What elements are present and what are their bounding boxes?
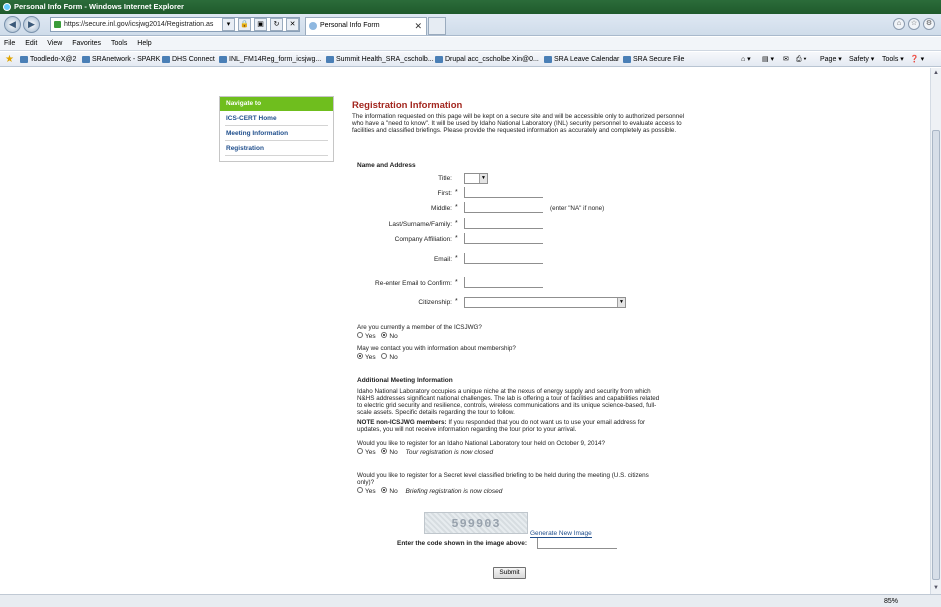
address-dropdown-button[interactable]: ▾	[222, 18, 235, 31]
bookmark-icon	[82, 56, 90, 63]
lock-icon[interactable]: 🔒	[238, 18, 251, 31]
member-radio-group: Yes No	[357, 333, 398, 340]
bookmark-icon	[435, 56, 443, 63]
briefing-closed-note: Briefing registration is now closed	[405, 488, 503, 495]
required-marker: *	[455, 220, 458, 227]
company-label: Company Affiliation:	[394, 236, 452, 243]
status-bar	[0, 594, 941, 607]
section-additional-info: Additional Meeting Information	[357, 377, 453, 384]
favorite-link[interactable]: DHS Connect	[162, 52, 215, 67]
command-home-icon[interactable]: ⌂ ▾	[741, 56, 751, 63]
required-marker: *	[455, 189, 458, 196]
favorite-link[interactable]: Toodledo-X@2	[20, 52, 76, 67]
captcha-image: 599903	[424, 512, 528, 534]
menu-bar	[0, 37, 941, 51]
favorite-link[interactable]: Summit Health_SRA_cscholb...	[326, 52, 434, 67]
citizenship-select[interactable]	[464, 297, 626, 308]
menu-view[interactable]: View	[47, 40, 63, 47]
contact-no-radio[interactable]	[381, 353, 387, 359]
captcha-input[interactable]	[537, 538, 617, 549]
contact-yes-radio[interactable]	[357, 353, 363, 359]
reemail-field[interactable]	[464, 277, 543, 288]
tour-no-radio[interactable]	[381, 448, 387, 454]
sidebar-item-meeting-information[interactable]: Meeting Information	[225, 126, 328, 141]
briefing-yes-radio[interactable]	[357, 487, 363, 493]
last-name-input[interactable]	[464, 218, 543, 229]
first-name-input[interactable]	[464, 187, 543, 198]
company-input[interactable]	[464, 233, 543, 244]
tour-yes-radio[interactable]	[357, 448, 363, 454]
title-label: Title:	[438, 175, 452, 182]
briefing-no-radio[interactable]	[381, 487, 387, 493]
menu-tools[interactable]: Tools	[111, 40, 128, 47]
command-safety-menu[interactable]: Safety ▾	[849, 56, 875, 63]
page-title: Registration Information	[352, 100, 463, 111]
section-name-and-address: Name and Address	[357, 162, 416, 169]
first-label: First:	[437, 190, 452, 197]
bookmark-icon	[219, 56, 227, 63]
favorite-link[interactable]: SRA Secure File	[623, 52, 684, 67]
command-tools-menu[interactable]: Tools ▾	[882, 56, 904, 63]
chevron-down-icon: ▼	[479, 174, 487, 183]
tab-close-icon[interactable]: ✕	[414, 21, 422, 31]
intro-text: The information requested on this page will be kept on a secure site and will be accessible only to authorized personnel who have a "need to know". It will be used by Idaho National Laboratory (INL) security personnel to evaluate access to facilities and classified briefings. Please provide the requested information as accurately and completely as possible.	[352, 113, 685, 134]
command-mail-icon[interactable]: ✉	[783, 56, 789, 63]
additional-info-text: Idaho National Laboratory occupies a unique niche at the nexus of energy supply and security from which N&HS addresses significant national challenges. The lab is offering a tour of facilities and capabilities related to electric grid security and resilience, controls, wireless communications and its unique science-based, full-scale assets. Specific details regarding the tour to follow.	[357, 388, 660, 416]
briefing-radio-group: Yes No Briefing registration is now closed	[357, 488, 502, 495]
ie-logo-icon	[3, 3, 11, 11]
favorite-link[interactable]: SRAnetwork - SPARK	[82, 52, 160, 67]
bookmark-icon	[623, 56, 631, 63]
member-no-radio[interactable]	[381, 332, 387, 338]
compatibility-view-icon[interactable]: ▣	[254, 18, 267, 31]
chevron-down-icon: ▼	[617, 298, 625, 307]
stop-icon[interactable]: ✕	[286, 18, 299, 31]
vertical-scrollbar[interactable]	[930, 68, 941, 594]
favorite-link[interactable]: SRA Leave Calendar	[544, 52, 619, 67]
gear-icon[interactable]: ⚙	[923, 18, 935, 30]
tour-radio-group: Yes No Tour registration is now closed	[357, 449, 493, 456]
contact-radio-group: Yes No	[357, 354, 398, 361]
menu-edit[interactable]: Edit	[25, 40, 38, 47]
favorite-link[interactable]: INL_FM14Reg_form_icsjwg...	[219, 52, 321, 67]
scrollbar-thumb[interactable]	[932, 130, 940, 580]
contact-question: May we contact you with information about membership?	[357, 345, 516, 352]
captcha-label: Enter the code shown in the image above:	[397, 540, 528, 547]
scroll-up-icon[interactable]: ▲	[933, 70, 939, 76]
email-label: Email:	[433, 256, 452, 263]
middle-hint: (enter "NA" if none)	[550, 205, 605, 212]
bookmark-icon	[544, 56, 552, 63]
refresh-icon[interactable]: ↻	[270, 18, 283, 31]
tab-favicon-icon	[309, 22, 317, 30]
page-content	[0, 68, 930, 594]
forward-button[interactable]	[23, 16, 40, 33]
required-marker: *	[455, 279, 458, 286]
title-select[interactable]	[464, 173, 488, 184]
sidebar-item-registration[interactable]: Registration	[225, 141, 328, 156]
favorites-star-icon[interactable]: ★	[5, 54, 14, 65]
menu-file[interactable]: File	[4, 40, 16, 47]
email-field[interactable]	[464, 253, 543, 264]
last-name-label: Last/Surname/Family:	[388, 221, 452, 228]
citizenship-label: Citizenship:	[418, 299, 452, 306]
browser-nav-row	[0, 14, 941, 36]
scroll-down-icon[interactable]: ▼	[933, 585, 939, 591]
menu-favorites[interactable]: Favorites	[72, 40, 102, 47]
tab-personal-info-form[interactable]	[305, 17, 427, 35]
favorites-star-icon[interactable]: ☆	[908, 18, 920, 30]
tab-label: Personal Info Form	[320, 22, 380, 29]
back-button[interactable]	[4, 16, 21, 33]
favorites-bar	[0, 52, 941, 67]
zoom-level[interactable]: 85%	[884, 598, 899, 605]
generate-new-image-link[interactable]: Generate New Image	[530, 530, 592, 537]
submit-button[interactable]: Submit	[493, 567, 526, 579]
favorite-link[interactable]: Drupal acc_cscholbe Xin@0...	[435, 52, 539, 67]
command-print-icon[interactable]: ⎙ ▾	[796, 56, 807, 63]
new-tab-button[interactable]	[428, 17, 446, 35]
command-page-menu[interactable]: Page ▾	[820, 56, 842, 63]
window-title-bar	[0, 0, 941, 14]
reemail-label: Re-enter Email to Confirm:	[375, 280, 452, 287]
required-marker: *	[455, 255, 458, 262]
sidebar-nav	[219, 96, 334, 162]
window-title: Personal Info Form - Windows Internet Explorer	[14, 2, 184, 11]
briefing-question: Would you like to register for a Secret level classified briefing to be held during the meeting (U.S. citizens only)?	[357, 472, 649, 486]
required-marker: *	[455, 235, 458, 242]
middle-label: Middle:	[431, 205, 452, 212]
sidebar-item-ics-cert-home[interactable]: ICS-CERT Home	[225, 111, 328, 126]
sidebar-heading: Navigate to	[220, 97, 333, 111]
non-member-note: NOTE non-ICSJWG members: If you responded that you do not want us to use your email address for updates, you will not receive information regarding the tour prior to your arrival.	[357, 419, 646, 433]
site-icon	[54, 21, 61, 28]
required-marker: *	[455, 204, 458, 211]
tour-question: Would you like to register for an Idaho National Laboratory tour held on October 9, 2014?	[357, 440, 606, 447]
address-url: https://secure.inl.gov/icsjwg2014/Registration.as	[64, 21, 214, 28]
back-arrow-icon: ◀	[9, 19, 16, 29]
middle-name-input[interactable]	[464, 202, 543, 213]
bookmark-icon	[20, 56, 28, 63]
bookmark-icon	[162, 56, 170, 63]
home-icon[interactable]: ⌂	[893, 18, 905, 30]
member-question: Are you currently a member of the ICSJWG?	[357, 324, 482, 331]
menu-help[interactable]: Help	[137, 40, 152, 47]
registration-form	[352, 100, 697, 134]
bookmark-icon	[326, 56, 334, 63]
tour-closed-note: Tour registration is now closed	[405, 449, 494, 456]
command-feeds-icon[interactable]: ▤ ▾	[762, 56, 775, 63]
member-yes-radio[interactable]	[357, 332, 363, 338]
command-help-icon[interactable]: ❓ ▾	[910, 56, 925, 63]
required-marker: *	[455, 298, 458, 305]
forward-arrow-icon: ▶	[28, 19, 35, 29]
